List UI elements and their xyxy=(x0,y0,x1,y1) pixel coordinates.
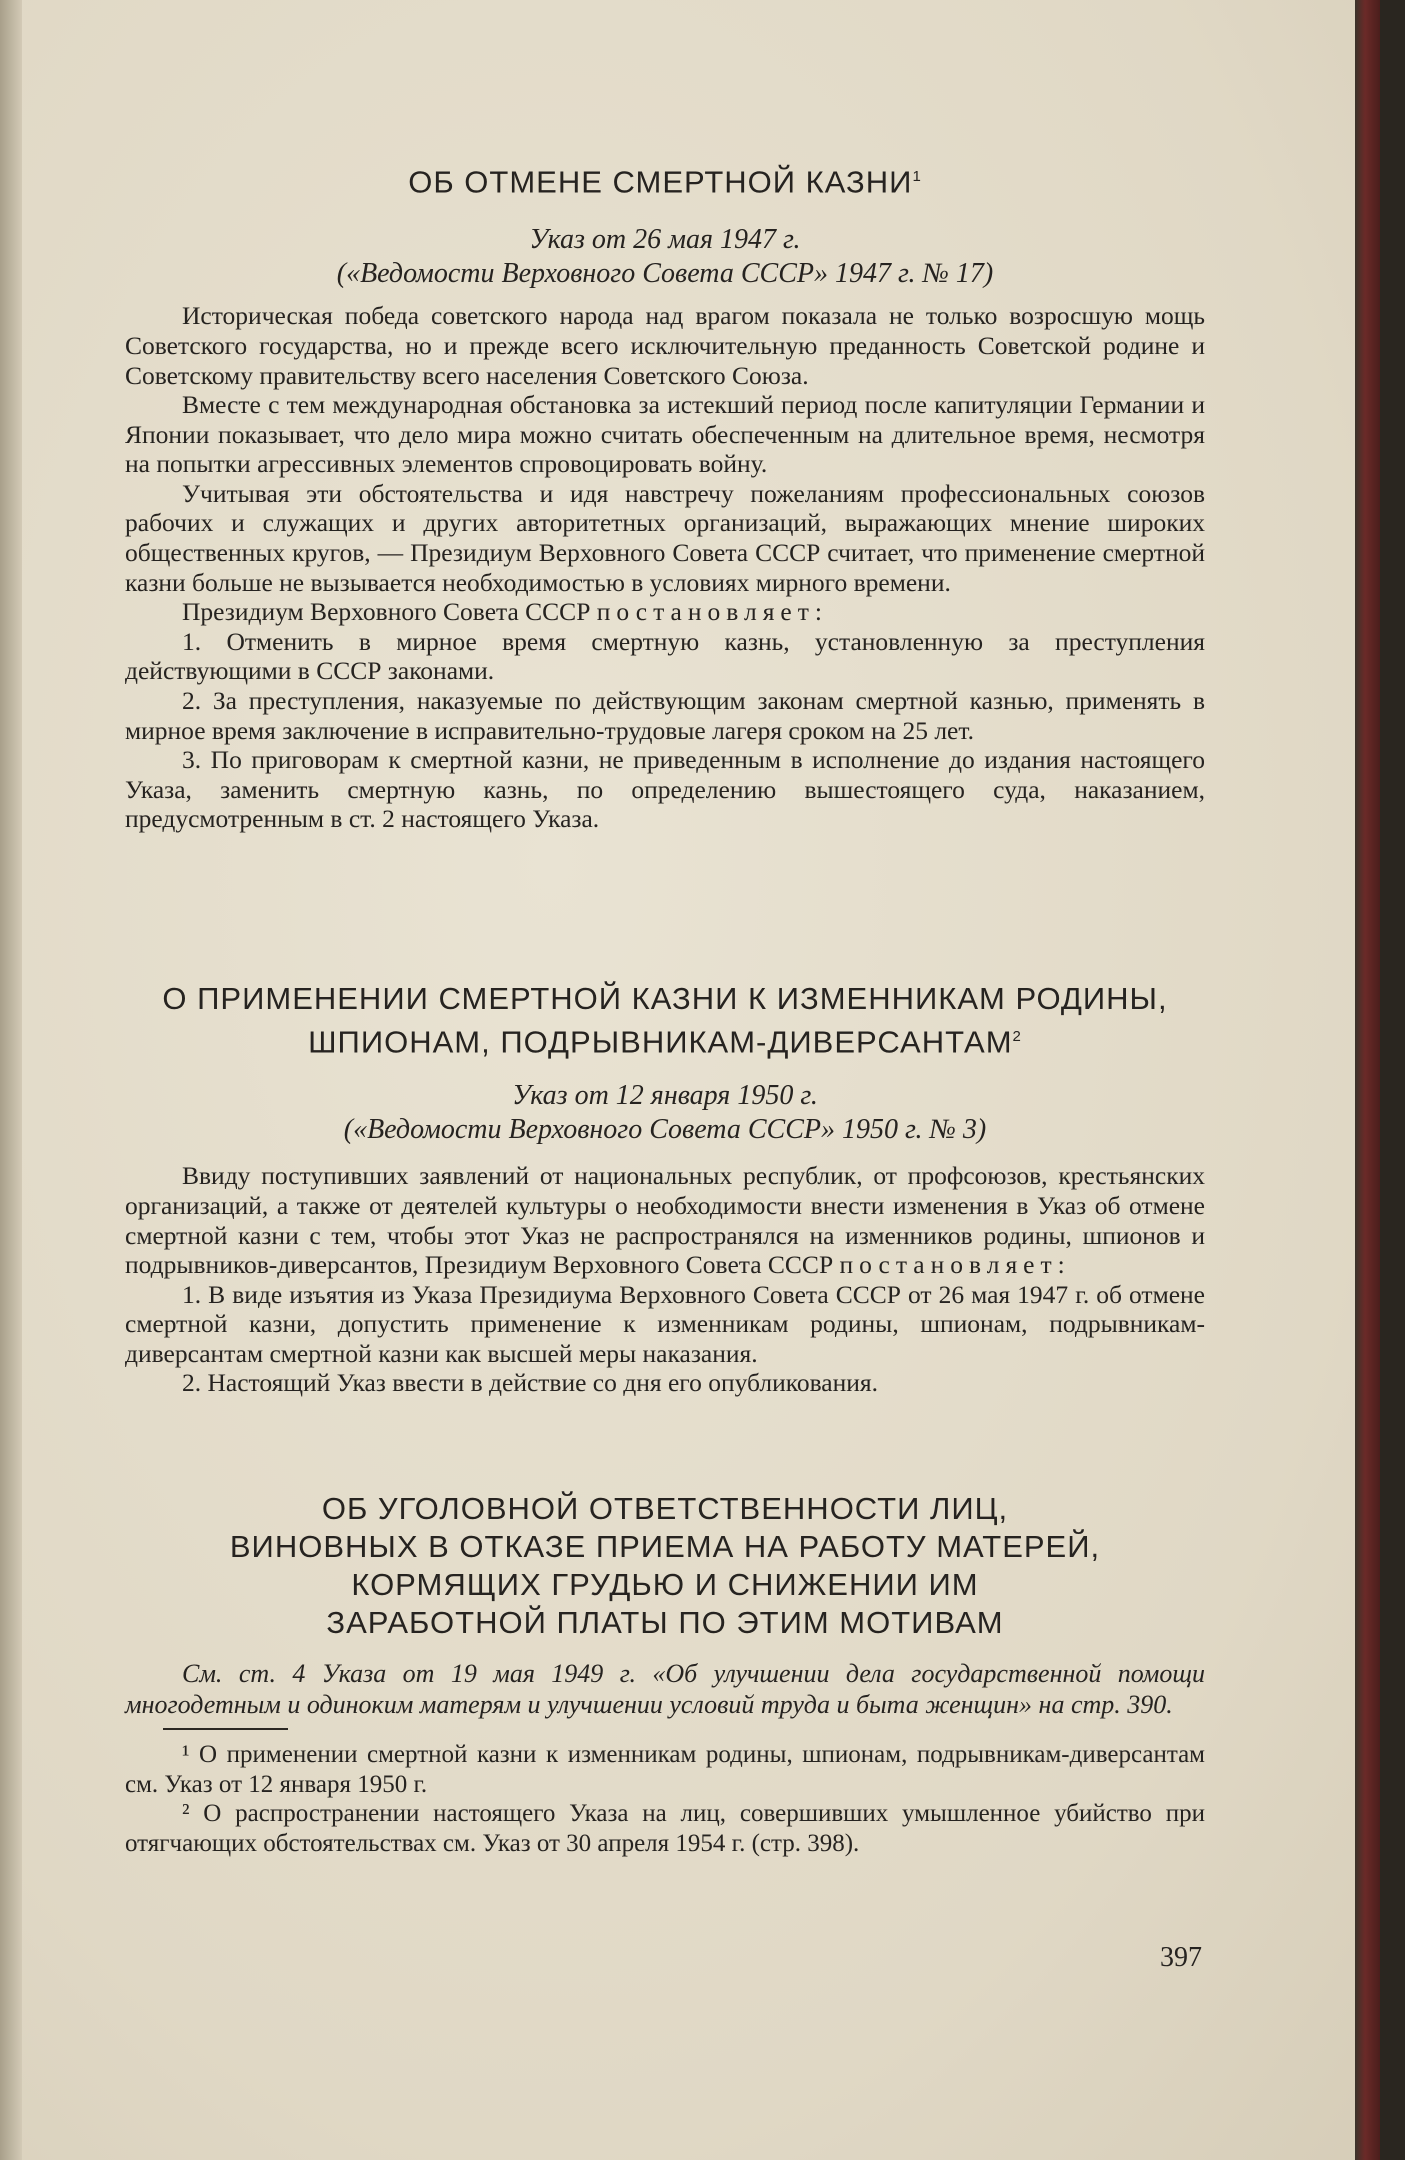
section-3-reference: См. ст. 4 Указа от 19 мая 1949 г. «Об улучшении дела государственной помощи многодетным и одиноким матерям и улучшении условий труда и быта женщин» на стр. 390. xyxy=(125,1659,1205,1719)
section-1-paragraph: Историческая победа советского народа над врагом показала не только возросшую мощь Советского государства, но и прежде всего исключительную преданность Советской родине и Советскому правительству всего населения Советского Союза. xyxy=(125,301,1205,390)
section-1-item: 1. Отменить в мирное время смертную казнь, установленную за преступления действующими в СССР законами. xyxy=(125,626,1205,686)
section-1-decree: Указ от 26 мая 1947 г. xyxy=(529,224,801,256)
section-1-item: 3. По приговорам к смертной казни, не приведенным в исполнение до издания настоящего Указа, заменить смертную казнь, по определению вышестоящего суда, наказанием, предусмотренным в ст. 2 настоящего Указа. xyxy=(125,745,1205,834)
section-2-title-line: ШПИОНАМ, ПОДРЫВНИКАМ-ДИВЕРСАНТАМ$^2$ xyxy=(308,1024,1022,1060)
section-3-title-line: ЗАРАБОТНОЙ ПЛАТЫ ПО ЭТИМ МОТИВАМ xyxy=(326,1605,1004,1640)
section-1-source: («Ведомости Верховного Совета СССР» 1947 г. № 17) xyxy=(336,258,994,290)
book-cover-edge xyxy=(1355,0,1380,2160)
section-2-decree: Указ от 12 января 1950 г. xyxy=(512,1080,818,1112)
section-3-title-line: ВИНОВНЫХ В ОТКАЗЕ ПРИЕМА НА РАБОТУ МАТЕРЕЙ, xyxy=(229,1529,1101,1564)
section-3-title-line: КОРМЯЩИХ ГРУДЬЮ И СНИЖЕНИИ ИМ xyxy=(351,1567,979,1602)
section-2-intro: Ввиду поступивших заявлений от национальных республик, от профсоюзов, крестьянских организаций, а также от деятелей культуры о необходимости внести изменения в Указ об отмене смертной казни с тем, чтобы этот Указ не распространялся на изменников родины, шпионов и подрывников-диверсантов, Президиум Верховного Совета СССР постановляет: xyxy=(125,1161,1205,1280)
section-2-item: 2. Настоящий Указ ввести в действие со дня его опубликования. xyxy=(182,1368,879,1398)
footnote-divider xyxy=(163,1728,288,1730)
resolve-word: постановляет: xyxy=(596,597,828,627)
section-2-source: («Ведомости Верховного Совета СССР» 1950 г. № 3) xyxy=(343,1114,987,1146)
book-spine-shadow xyxy=(0,0,22,2160)
footnote: ² О распространении настоящего Указа на лиц, совершивших умышленное убийство при отягчающих обстоятельствах см. Указ от 30 апреля 1954 г. (стр. 398). xyxy=(125,1800,1205,1857)
section-2-item: 1. В виде изъятия из Указа Президиума Верховного Совета СССР от 26 мая 1947 г. об отмене смертной казни, допустить применение к изменникам родины, шпионам, подрывникам-диверсантам смертной казни как высшей меры наказания. xyxy=(125,1279,1205,1368)
section-3 xyxy=(125,1490,1205,1858)
section-1-resolution: Президиум Верховного Совета СССР постановляет: xyxy=(182,597,828,627)
footnote-marker-1: 1 xyxy=(912,168,922,185)
section-1-title: ОБ ОТМЕНЕ СМЕРТНОЙ КАЗНИ$^1$ xyxy=(408,164,922,200)
resolve-word: постановляет: xyxy=(839,1250,1071,1280)
footnote: ¹ О применении смертной казни к изменникам родины, шпионам, подрывникам-диверсантам см. Указ от 12 января 1950 г. xyxy=(125,1741,1205,1798)
section-3-title-line: ОБ УГОЛОВНОЙ ОТВЕТСТВЕННОСТИ ЛИЦ, xyxy=(321,1491,1009,1526)
section-1 xyxy=(125,158,1205,834)
section-1-paragraph: Учитывая эти обстоятельства и идя навстречу пожеланиям профессиональных союзов рабочих и служащих и других авторитетных организаций, выражающих мнение широких общественных кругов, — Президиум Верховного Совета СССР считает, что применение смертной казни больше не вызывается необходимостью в условиях мирного времени. xyxy=(125,478,1205,597)
section-2-title-line: О ПРИМЕНЕНИИ СМЕРТНОЙ КАЗНИ К ИЗМЕННИКАМ РОДИНЫ, xyxy=(162,981,1168,1016)
section-2 xyxy=(125,980,1205,1398)
footnote-marker-2: 2 xyxy=(1012,1028,1022,1045)
page-number: 397 xyxy=(1160,1942,1202,1973)
section-1-item: 2. За преступления, наказуемые по действующим законам смертной казнью, применять в мирное время заключение в исправительно-трудовые лагеря сроком на 25 лет. xyxy=(125,686,1205,745)
section-1-paragraph: Вместе с тем международная обстановка за истекший период после капитуляции Германии и Японии показывает, что дело мира можно считать обеспеченным на длительное время, несмотря на попытки агрессивных элементов спровоцировать войну. xyxy=(125,390,1205,479)
